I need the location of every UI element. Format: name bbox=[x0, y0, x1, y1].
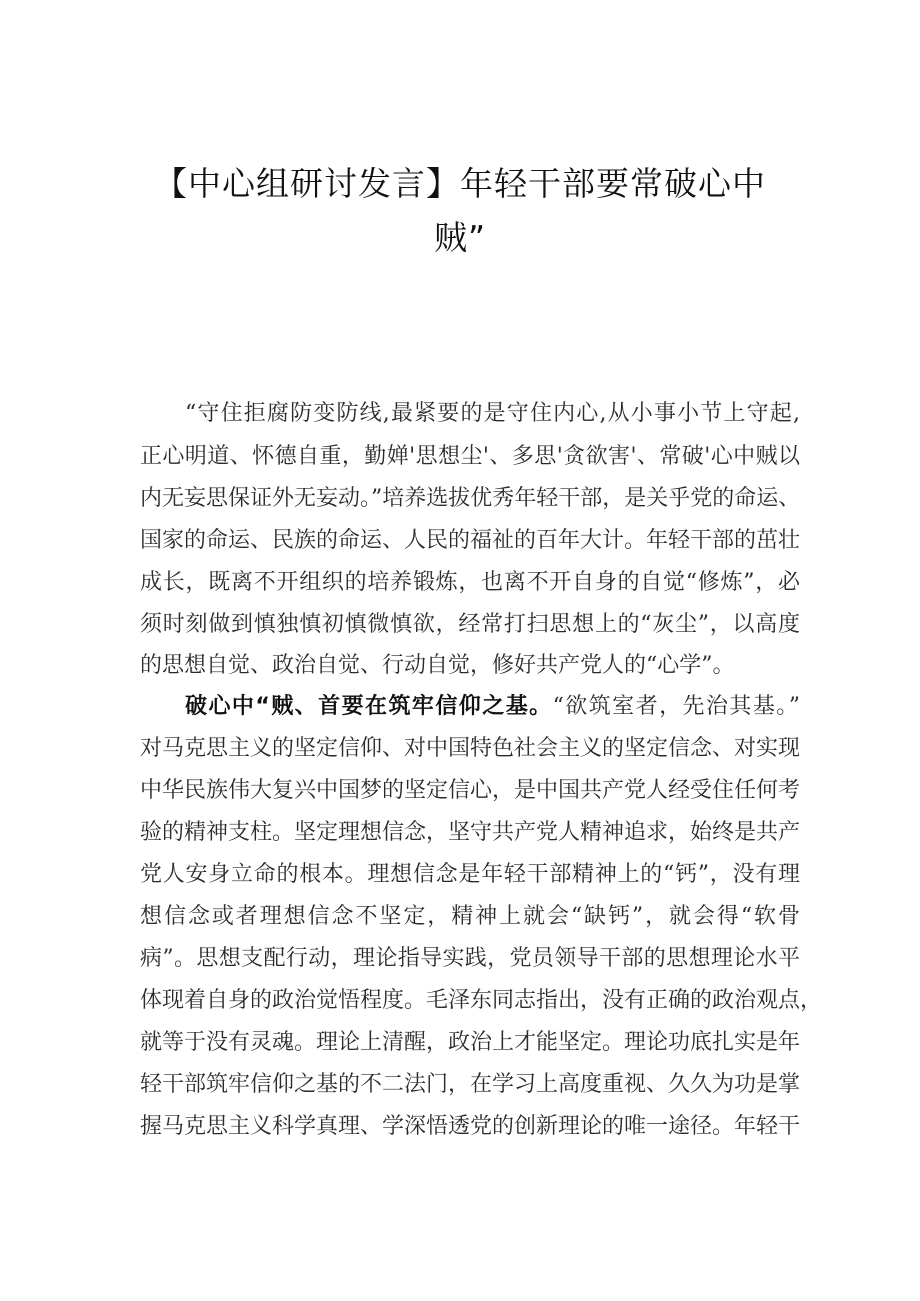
text-line: 正心明道、怀德自重，勤婵'思想尘'、多思'贪欲害'、常破'心中贼以 bbox=[140, 444, 800, 469]
title-line-2: 贼” bbox=[433, 218, 487, 257]
text-line: 对马克思主义的坚定信仰、对中国特色社会主义的坚定信念、对实现 bbox=[140, 736, 801, 761]
text-line: 轻干部筑牢信仰之基的不二法门，在学习上高度重视、久久为功是掌 bbox=[140, 1072, 801, 1097]
section-heading: 破心中“贼、首要在筑牢信仰之基。 bbox=[185, 694, 553, 719]
quote: “欲筑室者，先治其基。” bbox=[552, 694, 800, 719]
text-line: 的思想自觉、政治自觉、行动自觉，修好共产党人的“心学”。 bbox=[140, 653, 735, 678]
text-line: 国家的命运、民族的命运、人民的福祉的百年大计。年轻干部的茁壮 bbox=[140, 528, 801, 553]
text-line: 就等于没有灵魂。理论上清醒，政治上才能坚定。理论功底扎实是年 bbox=[140, 1030, 801, 1055]
text-line: 成长，既离不开组织的培养锻炼，也离不开自身的自觉“修炼”，必 bbox=[140, 570, 800, 595]
text-line: 须时刻做到慎独慎初慎微慎欲，经常打扫思想上的“灰尘”，以高度 bbox=[140, 612, 800, 637]
text-line: 想信念或者理想信念不坚定，精神上就会“缺钙”，就会得“软骨 bbox=[140, 904, 800, 929]
text-line-heading bbox=[185, 692, 800, 722]
text-line: 握马克思主义科学真理、学深悟透党的创新理论的唯一途径。年轻干 bbox=[140, 1114, 801, 1139]
text-line: 病”。思想支配行动，理论指导实践，党员领导干部的思想理论水平 bbox=[140, 946, 800, 971]
text-line: 中华民族伟大复兴中国梦的坚定信心，是中国共产党人经受住任何考 bbox=[140, 778, 801, 803]
text-line: 体现着自身的政治觉悟程度。毛泽东同志指出，没有正确的政治观点， bbox=[140, 988, 823, 1013]
text-line: 验的精神支柱。坚定理想信念，坚守共产党人精神追求，始终是共产 bbox=[140, 820, 801, 845]
text-line: 党人安身立命的根本。理想信念是年轻干部精神上的“钙”，没有理 bbox=[140, 862, 800, 887]
text-line: 内无妄思保证外无妄动。”培养选拔优秀年轻干部，是关乎党的命运、 bbox=[140, 486, 801, 511]
title-line-1: 【中心组研讨发言】年轻干部要常破心中 bbox=[154, 164, 766, 203]
text-line: “守住拒腐防变防线,最紧要的是守住内心,从小事小节上守起, bbox=[185, 401, 800, 426]
